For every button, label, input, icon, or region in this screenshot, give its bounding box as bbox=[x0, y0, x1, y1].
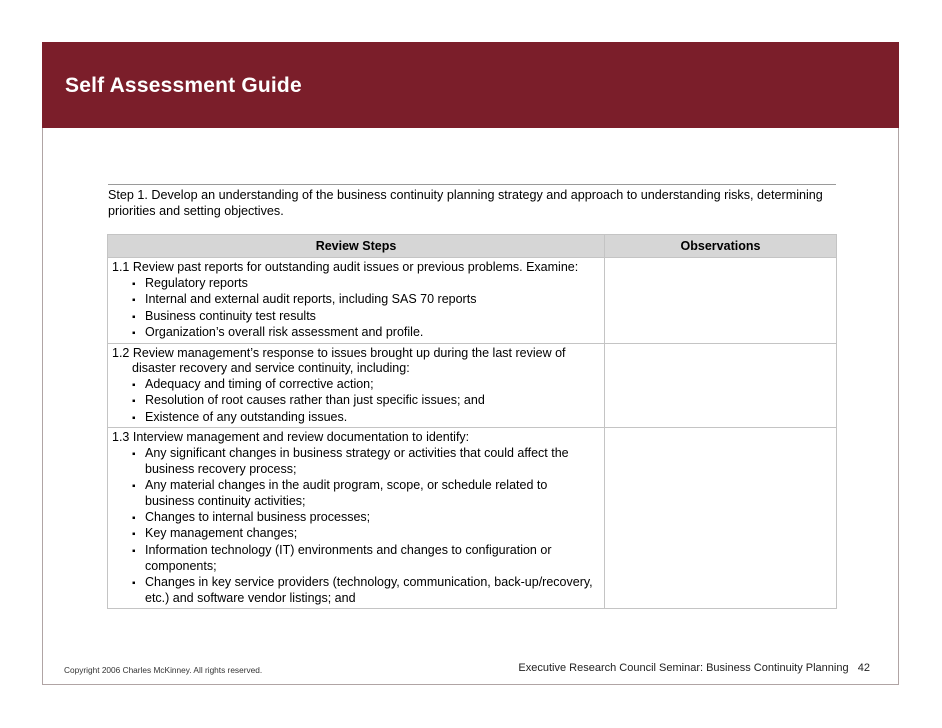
step-description: Step 1. Develop an understanding of the business continuity planning strategy and approach to understanding risks, determining priorities and setting objectives. bbox=[108, 188, 823, 218]
review-step-cell bbox=[108, 428, 605, 609]
table-header-row bbox=[108, 235, 837, 258]
bullet-icon: ▪ bbox=[132, 396, 136, 407]
bullet-icon: ▪ bbox=[132, 379, 136, 391]
table-body bbox=[108, 258, 837, 609]
bullet-text: Changes in key service providers (technology, communication, back-up/recovery, etc.) and software vendor listings; and bbox=[145, 574, 593, 605]
page-number: 42 bbox=[857, 662, 870, 674]
list-item bbox=[132, 377, 600, 394]
review-step-cell bbox=[108, 258, 605, 344]
review-step-bullets bbox=[112, 446, 600, 607]
observation-cell bbox=[605, 428, 837, 609]
table-row bbox=[108, 258, 837, 344]
seminar-title: Executive Research Council Seminar: Business Continuity Planning bbox=[518, 662, 849, 674]
bullet-icon: ▪ bbox=[132, 412, 136, 424]
bullet-text: Key management changes; bbox=[145, 526, 298, 540]
list-item bbox=[132, 543, 600, 575]
bullet-icon: ▪ bbox=[132, 448, 136, 460]
bullet-text: Business continuity test results bbox=[145, 308, 316, 323]
list-item bbox=[132, 292, 600, 309]
bullet-icon: ▪ bbox=[132, 278, 136, 290]
list-item bbox=[132, 526, 600, 543]
bullet-icon: ▪ bbox=[132, 545, 136, 557]
list-item bbox=[132, 478, 600, 510]
divider bbox=[108, 184, 836, 185]
copyright-text: Copyright 2006 Charles McKinney. All rights reserved. bbox=[64, 665, 263, 675]
bullet-text: Any material changes in the audit program, scope, or schedule related to business continuity activities; bbox=[145, 477, 548, 508]
bullet-icon: ▪ bbox=[132, 529, 136, 540]
list-item bbox=[132, 575, 600, 607]
list-item bbox=[132, 325, 600, 342]
review-table bbox=[107, 234, 837, 609]
list-item bbox=[132, 309, 600, 326]
review-step-intro: 1.1 Review past reports for outstanding audit issues or previous problems. Examine: bbox=[112, 260, 579, 274]
bullet-text: Regulatory reports bbox=[145, 275, 248, 290]
list-item bbox=[132, 393, 600, 410]
bullet-icon: ▪ bbox=[132, 311, 136, 323]
bullet-text: Existence of any outstanding issues. bbox=[145, 409, 348, 424]
page-title: Self Assessment Guide bbox=[65, 74, 302, 97]
list-item bbox=[132, 276, 600, 293]
bullet-icon: ▪ bbox=[132, 512, 136, 524]
list-item bbox=[132, 410, 600, 427]
observation-cell bbox=[605, 258, 837, 344]
review-step-bullets bbox=[112, 377, 600, 427]
bullet-icon: ▪ bbox=[132, 480, 136, 492]
table-row bbox=[108, 428, 837, 609]
bullet-text: Resolution of root causes rather than just specific issues; and bbox=[145, 393, 485, 407]
list-item bbox=[132, 510, 600, 527]
table-row bbox=[108, 343, 837, 428]
bullet-text: Information technology (IT) environments and changes to configuration or components; bbox=[145, 542, 552, 573]
bullet-icon: ▪ bbox=[132, 328, 136, 339]
review-step-intro: 1.3 Interview management and review documentation to identify: bbox=[112, 430, 470, 444]
bullet-text: Any significant changes in business strategy or activities that could affect the business recovery process; bbox=[145, 445, 569, 476]
bullet-text: Adequacy and timing of corrective action; bbox=[145, 376, 374, 391]
header-review-steps: Review Steps bbox=[108, 235, 605, 258]
review-step-bullets bbox=[112, 276, 600, 342]
review-step-cell bbox=[108, 343, 605, 428]
bullet-icon: ▪ bbox=[132, 295, 136, 306]
footer-seminar bbox=[518, 662, 870, 674]
review-step-intro: 1.2 Review management’s response to issues brought up during the last review of disaster recovery and service continuity, including: bbox=[112, 345, 566, 375]
bullet-text: Changes to internal business processes; bbox=[145, 509, 371, 524]
header-observations: Observations bbox=[605, 235, 837, 258]
bullet-text: Organization’s overall risk assessment and profile. bbox=[145, 325, 424, 339]
list-item bbox=[132, 446, 600, 478]
bullet-text: Internal and external audit reports, including SAS 70 reports bbox=[145, 292, 477, 306]
observation-cell bbox=[605, 343, 837, 428]
bullet-icon: ▪ bbox=[132, 577, 136, 589]
